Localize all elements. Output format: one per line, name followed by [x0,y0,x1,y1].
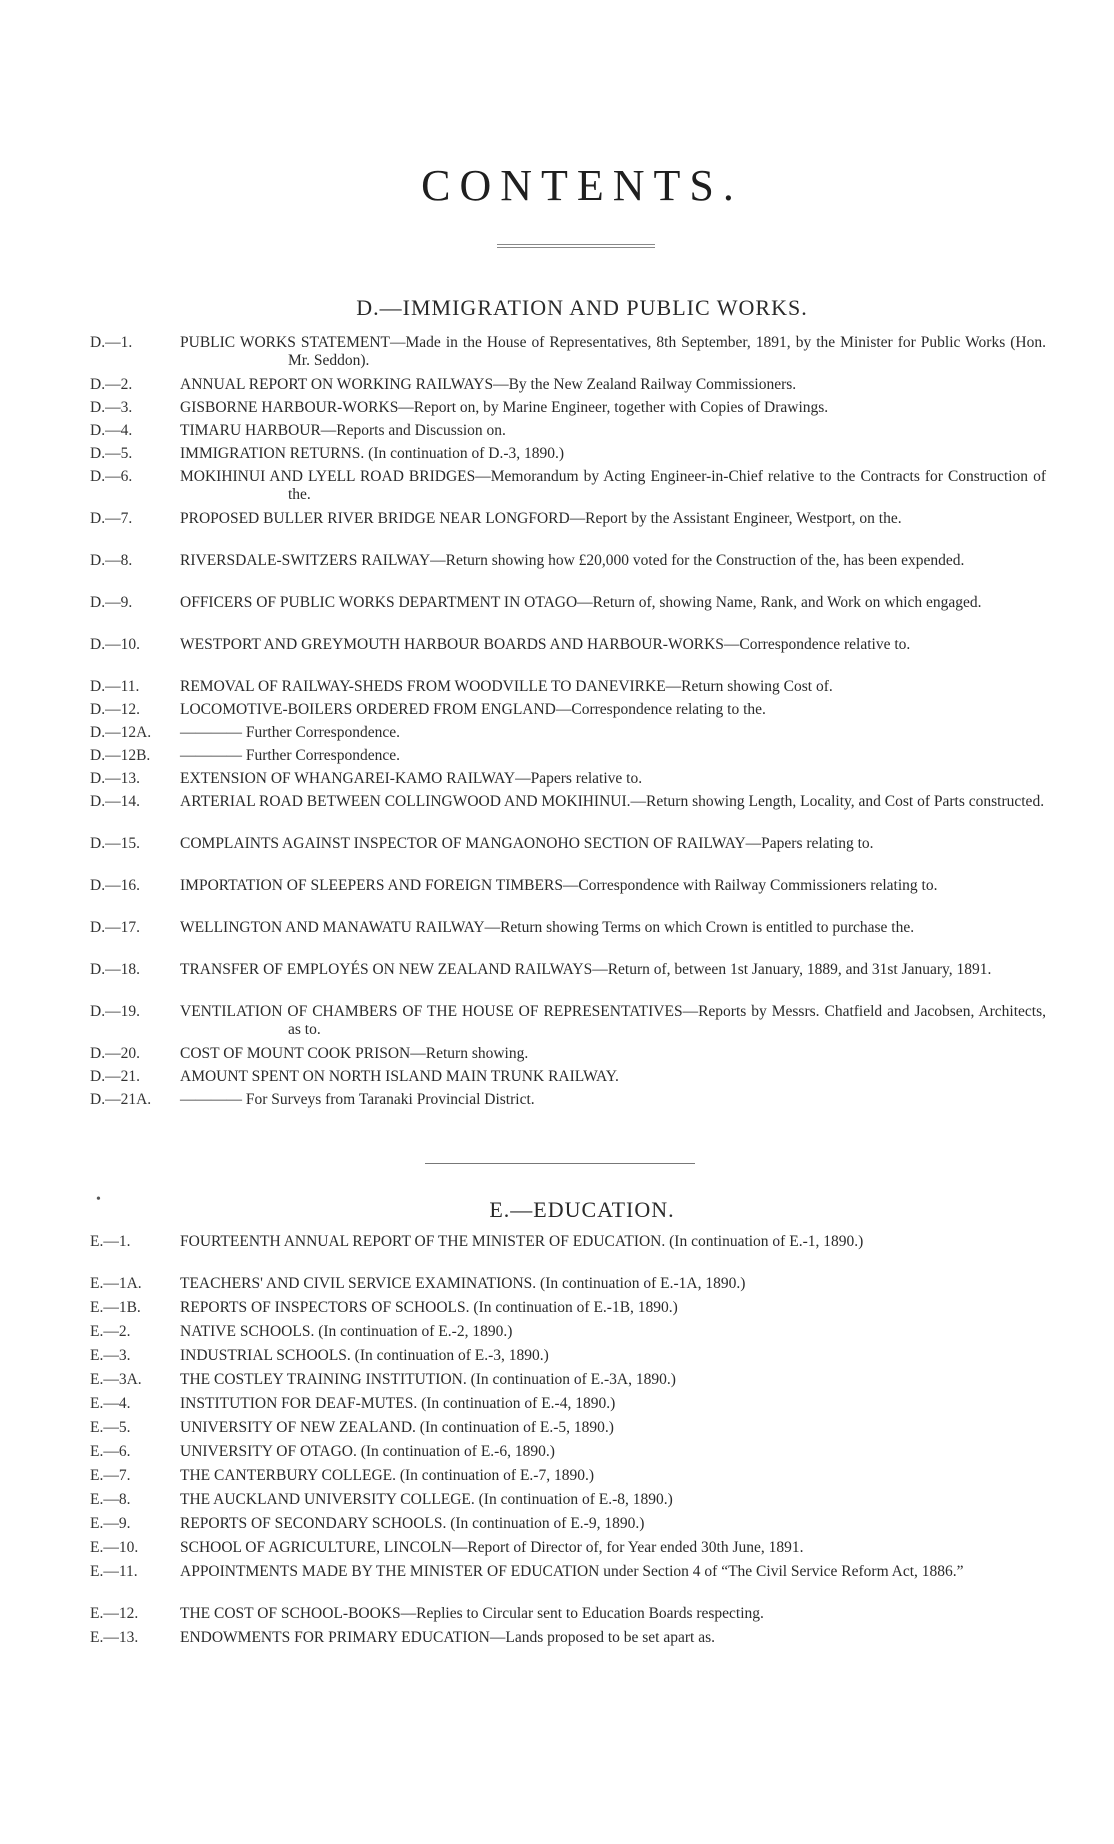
entry-code: E.—1B. [90,1299,141,1316]
entry-code: D.—2. [90,376,133,393]
entry-code: D.—17. [90,919,140,936]
entry-text: SCHOOL OF AGRICULTURE, LINCOLN—Report of Director of, for Year ended 30th June, 1891. [180,1539,804,1556]
entry-text: TEACHERS' AND CIVIL SERVICE EXAMINATIONS. (In continuation of E.-1A, 1890.) [180,1275,746,1292]
entry-text: VENTILATION OF CHAMBERS OF THE HOUSE OF REPRESENTATIVES—Reports by Messrs. Chatfield and Jacobsen, Architects, as to. [180,1003,1046,1038]
entry-text: ENDOWMENTS FOR PRIMARY EDUCATION—Lands proposed to be set apart as. [180,1629,715,1646]
entry-text: WELLINGTON AND MANAWATU RAILWAY—Return showing Terms on which Crown is entitled to purchase the. [180,919,915,936]
entry-text: RIVERSDALE-SWITZERS RAILWAY—Return showing how £20,000 voted for the Construction of the, has been expended. [180,552,965,569]
entry-code: D.—3. [90,399,133,416]
entry-code: D.—18. [90,961,140,978]
entry-code: E.—4. [90,1395,131,1412]
entry-code: D.—12. [90,701,140,718]
entry-code: D.—8. [90,552,133,569]
entry-code: D.—15. [90,835,140,852]
margin-mark: • [96,1192,101,1207]
entry-text: NATIVE SCHOOLS. (In continuation of E.-2, 1890.) [180,1323,513,1340]
section-divider [425,1163,695,1164]
entry-code: E.—3. [90,1347,131,1364]
entry-code: D.—21. [90,1068,140,1085]
entry-code: D.—1. [90,334,133,351]
entry-text: INDUSTRIAL SCHOOLS. (In continuation of E.-3, 1890.) [180,1347,549,1364]
entry-code: D.—6. [90,468,133,485]
entry-text: GISBORNE HARBOUR-WORKS—Report on, by Marine Engineer, together with Copies of Drawings. [180,399,829,416]
entry-text: APPOINTMENTS MADE BY THE MINISTER OF EDUCATION under Section 4 of “The Civil Service Reform Act, 1886.” [180,1563,964,1580]
entry-text: TIMARU HARBOUR—Reports and Discussion on. [180,422,506,439]
entry-text: WESTPORT AND GREYMOUTH HARBOUR BOARDS AND HARBOUR-WORKS—Correspondence relative to. [180,636,911,653]
entry-text: ———— Further Correspondence. [180,724,400,741]
entry-code: D.—5. [90,445,133,462]
entry-code: D.—16. [90,877,140,894]
entry-text: OFFICERS OF PUBLIC WORKS DEPARTMENT IN OTAGO—Return of, showing Name, Rank, and Work on which engaged. [180,594,982,611]
entry-text: UNIVERSITY OF OTAGO. (In continuation of E.-6, 1890.) [180,1443,555,1460]
entry-text: UNIVERSITY OF NEW ZEALAND. (In continuation of E.-5, 1890.) [180,1419,614,1436]
entry-code: E.—3A. [90,1371,142,1388]
entry-text: COST OF MOUNT COOK PRISON—Return showing. [180,1045,529,1062]
entry-text: ARTERIAL ROAD BETWEEN COLLINGWOOD AND MOKIHINUI.—Return showing Length, Locality, and Cost of Parts constructed. [180,793,1045,810]
entry-code: E.—9. [90,1515,131,1532]
entry-text: TRANSFER OF EMPLOYÉS ON NEW ZEALAND RAILWAYS—Return of, between 1st January, 1889, and 31st January, 1891. [180,961,992,978]
entry-text: LOCOMOTIVE-BOILERS ORDERED FROM ENGLAND—Correspondence relating to the. [180,701,766,718]
entry-code: D.—21A. [90,1091,152,1108]
entry-text: ———— For Surveys from Taranaki Provincial District. [180,1091,535,1108]
entry-code: D.—14. [90,793,140,810]
entry-text: PROPOSED BULLER RIVER BRIDGE NEAR LONGFORD—Report by the Assistant Engineer, Westport, on the. [180,510,902,527]
entry-text: REPORTS OF INSPECTORS OF SCHOOLS. (In continuation of E.-1B, 1890.) [180,1299,678,1316]
entry-code: D.—12B. [90,747,151,764]
entry-code: E.—13. [90,1629,139,1646]
title-divider [497,244,655,248]
entry-text: IMMIGRATION RETURNS. (In continuation of D.-3, 1890.) [180,445,565,462]
entry-text: COMPLAINTS AGAINST INSPECTOR OF MANGAONOHO SECTION OF RAILWAY—Papers relating to. [180,835,874,852]
entry-code: E.—2. [90,1323,131,1340]
entry-text: INSTITUTION FOR DEAF-MUTES. (In continuation of E.-4, 1890.) [180,1395,616,1412]
entry-code: E.—12. [90,1605,139,1622]
entry-code: E.—7. [90,1467,131,1484]
entry-code: D.—19. [90,1003,140,1020]
entry-code: D.—9. [90,594,133,611]
entry-text: FOURTEENTH ANNUAL REPORT OF THE MINISTER OF EDUCATION. (In continuation of E.-1, 1890.) [180,1233,864,1250]
entry-code: D.—11. [90,678,140,695]
entry-text: PUBLIC WORKS STATEMENT—Made in the House of Representatives, 8th September, 1891, by the Minister for Public Works (Hon. Mr. Seddon). [180,334,1046,369]
page-title: CONTENTS. [421,161,743,210]
entry-code: E.—11. [90,1563,138,1580]
entry-text: ———— Further Correspondence. [180,747,400,764]
section-heading-e: E.—EDUCATION. [489,1197,675,1222]
entry-code: D.—4. [90,422,133,439]
entry-code: D.—7. [90,510,133,527]
entry-code: E.—5. [90,1419,131,1436]
entry-text: THE CANTERBURY COLLEGE. (In continuation of E.-7, 1890.) [180,1467,594,1484]
entry-text: ANNUAL REPORT ON WORKING RAILWAYS—By the New Zealand Railway Commissioners. [180,376,797,393]
entry-text: REMOVAL OF RAILWAY-SHEDS FROM WOODVILLE TO DANEVIRKE—Return showing Cost of. [180,678,833,695]
entry-code: D.—10. [90,636,140,653]
entry-text: THE COST OF SCHOOL-BOOKS—Replies to Circular sent to Education Boards respecting. [180,1605,764,1622]
entry-code: D.—13. [90,770,140,787]
entry-code: E.—1. [90,1233,131,1250]
entry-text: AMOUNT SPENT ON NORTH ISLAND MAIN TRUNK RAILWAY. [180,1068,619,1085]
entry-text: THE AUCKLAND UNIVERSITY COLLEGE. (In continuation of E.-8, 1890.) [180,1491,673,1508]
entry-text: EXTENSION OF WHANGAREI-KAMO RAILWAY—Papers relative to. [180,770,643,787]
section-heading-d: D.—IMMIGRATION AND PUBLIC WORKS. [356,295,808,320]
entry-code: E.—1A. [90,1275,142,1292]
entry-code: D.—12A. [90,724,152,741]
entry-code: D.—20. [90,1045,140,1062]
entry-text: THE COSTLEY TRAINING INSTITUTION. (In continuation of E.-3A, 1890.) [180,1371,676,1388]
entry-text: IMPORTATION OF SLEEPERS AND FOREIGN TIMBERS—Correspondence with Railway Commissioners relating to. [180,877,938,894]
entry-text: REPORTS OF SECONDARY SCHOOLS. (In continuation of E.-9, 1890.) [180,1515,645,1532]
entry-code: E.—6. [90,1443,131,1460]
entry-code: E.—10. [90,1539,139,1556]
entry-code: E.—8. [90,1491,131,1508]
entry-text: MOKIHINUI AND LYELL ROAD BRIDGES—Memorandum by Acting Engineer-in-Chief relative to the Contracts for Construction of the. [180,468,1046,503]
